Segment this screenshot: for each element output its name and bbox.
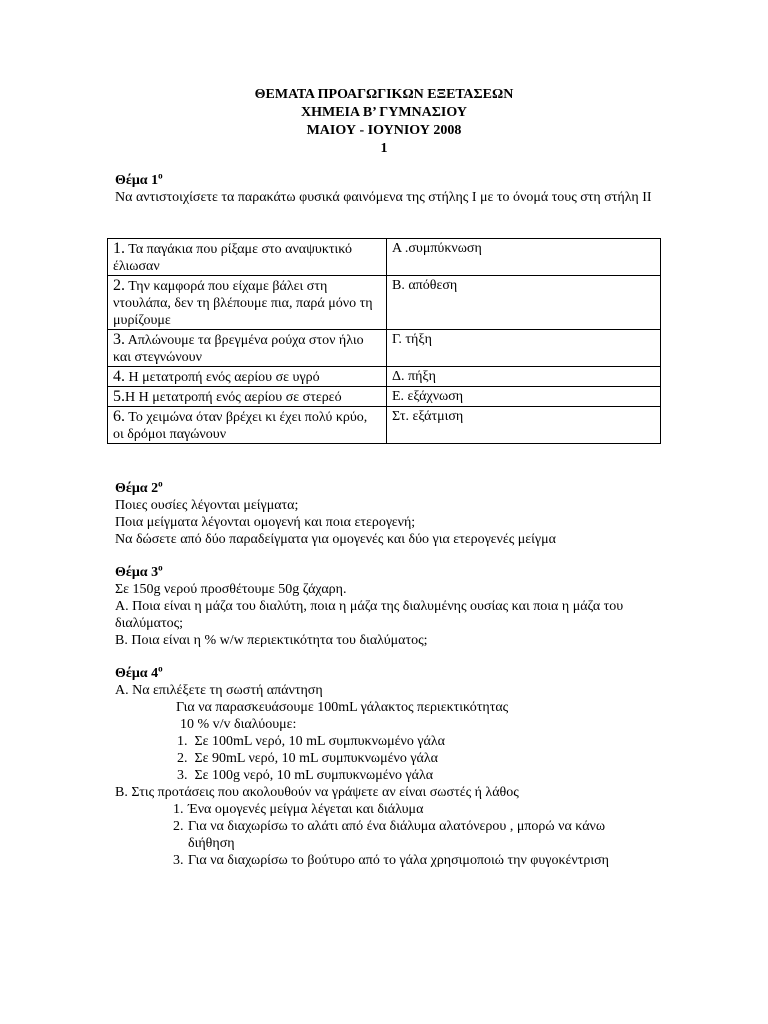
process-name-cell: Γ. τήξη <box>387 330 661 367</box>
phenomenon-text: Τα παγάκια που ρίξαμε στο αναψυκτικό έλιωσαν <box>113 242 353 274</box>
list-item: 3. Σε 100g νερό, 10 mL συμπυκνωμένο γάλα <box>177 768 434 783</box>
question-3-line: Β. Ποια είναι η % w/w περιεκτικότητα του διαλύματος; <box>115 633 428 648</box>
header-page-number: 1 <box>380 141 388 156</box>
process-name-cell: Α .συμπύκνωση <box>387 239 661 276</box>
phenomenon-text: Την καμφορά που είχαμε βάλει στη ντουλάπα, δεν τη βλέπουμε πια, παρά μόνο τη μυρίζουμε <box>113 279 373 328</box>
phenomenon-cell <box>108 387 387 407</box>
exam-header <box>0 86 768 158</box>
question-1 <box>115 172 675 206</box>
question-3-title: Θέμα $3^o$ <box>115 562 163 580</box>
table-row <box>108 407 661 444</box>
row-number: 3. <box>113 331 125 348</box>
phenomenon-text: Απλώνουμε τα βρεγμένα ρούχα στον ήλιο και στεγνώνουν <box>113 333 364 365</box>
question-4-b-items <box>115 801 675 869</box>
header-subject: ΧΗΜΕΙΑ Β’ ΓΥΜΝΑΣΙΟΥ <box>301 105 467 120</box>
table-row <box>108 276 661 330</box>
list-item: 3. Για να διαχωρίσω το βούτυρο από το γάλα χρησιμοποιώ την φυγοκέντριση <box>173 853 609 868</box>
phenomenon-cell <box>108 407 387 444</box>
question-2-title: Θέμα $2^o$ <box>115 478 163 496</box>
row-number: 2. <box>113 277 125 294</box>
table-row <box>108 330 661 367</box>
question-4-part-b: Β. Στις προτάσεις που ακολουθούν να γράψετε αν είναι σωστές ή λάθος <box>115 785 519 800</box>
phenomenon-cell <box>108 239 387 276</box>
phenomenon-cell <box>108 276 387 330</box>
header-date: ΜΑΙΟΥ - ΙΟΥΝΙΟΥ 2008 <box>306 123 462 138</box>
question-4 <box>115 665 675 869</box>
question-2-line: Ποιες ουσίες λέγονται μείγματα; <box>115 498 299 513</box>
table-row <box>108 239 661 276</box>
row-number: 1. <box>113 240 125 257</box>
list-item: 1. Σε 100mL νερό, 10 mL συμπυκνωμένο γάλα <box>177 734 446 749</box>
question-4-a-stem: 10 % v/v διαλύουμε: <box>180 717 297 732</box>
list-item: 2. Σε 90mL νερό, 10 mL συμπυκνωμένο γάλα <box>177 751 439 766</box>
phenomenon-cell <box>108 330 387 367</box>
table-row <box>108 367 661 387</box>
phenomenon-text: Η μετατροπή ενός αερίου σε υγρό <box>125 370 320 385</box>
question-4-part-a: Α. Να επιλέξετε τη σωστή απάντηση <box>115 683 323 698</box>
process-name-cell: Δ. πήξη <box>387 367 661 387</box>
question-2 <box>115 480 675 548</box>
question-4-a-stem: Για να παρασκευάσουμε 100mL γάλακτος περιεκτικότητας <box>176 700 509 715</box>
list-item: 2. Για να διαχωρίσω το αλάτι από ένα διάλυμα αλατόνερου , μπορώ να κάνω διήθηση <box>173 819 606 851</box>
row-number: 5. <box>113 388 125 405</box>
question-1-title: Θέμα $1^o$ <box>115 170 163 188</box>
table-row <box>108 387 661 407</box>
question-2-line: Να δώσετε από δύο παραδείγματα για ομογενές και δύο για ετερογενές μείγμα <box>115 532 556 547</box>
phenomenon-cell <box>108 367 387 387</box>
question-3 <box>115 564 675 649</box>
question-4-a-options <box>115 733 675 784</box>
phenomenon-text: Η Η μετατροπή ενός αερίου σε στερεό <box>125 390 342 405</box>
matching-table <box>107 238 661 444</box>
process-name-cell: Στ. εξάτμιση <box>387 407 661 444</box>
question-3-line: Σε 150g νερού προσθέτουμε 50g ζάχαρη. <box>115 582 347 597</box>
row-number: 4. <box>113 368 125 385</box>
process-name-cell: Β. απόθεση <box>387 276 661 330</box>
question-1-instruction: Να αντιστοιχίσετε τα παρακάτω φυσικά φαινόμενα της στήλης Ι με το όνομά τους στη στήλη ΙΙ <box>115 190 652 205</box>
header-title: ΘΕΜΑΤΑ ΠΡΟΑΓΩΓΙΚΩΝ ΕΞΕΤΑΣΕΩΝ <box>254 87 514 102</box>
question-3-line: Α. Ποια είναι η μάζα του διαλύτη, ποια η μάζα της διαλυμένης ουσίας και ποια η μάζα του διαλύματος; <box>115 599 624 631</box>
question-4-title: Θέμα $4^o$ <box>115 663 163 681</box>
process-name-cell: Ε. εξάχνωση <box>387 387 661 407</box>
question-2-line: Ποια μείγματα λέγονται ομογενή και ποια ετερογενή; <box>115 515 416 530</box>
list-item: 1. Ένα ομογενές μείγμα λέγεται και διάλυμα <box>173 802 424 817</box>
row-number: 6. <box>113 408 125 425</box>
phenomenon-text: Το χειμώνα όταν βρέχει κι έχει πολύ κρύο, οι δρόμοι παγώνουν <box>113 410 368 442</box>
